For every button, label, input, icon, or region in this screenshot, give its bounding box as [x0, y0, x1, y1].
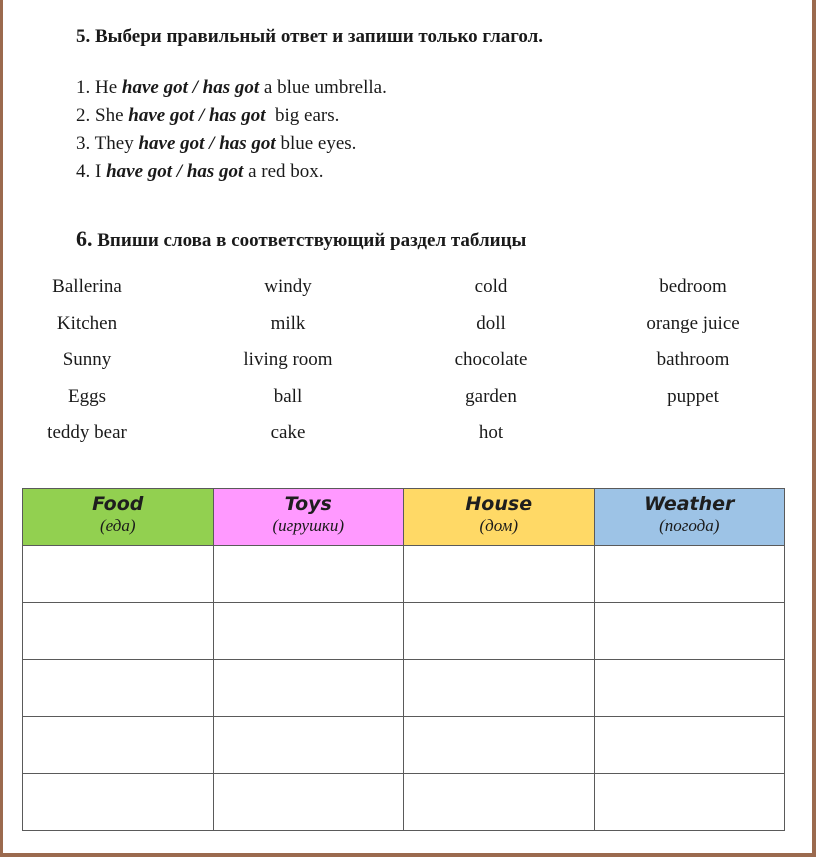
- sentence-text: 3. They: [76, 133, 139, 154]
- word-bank-row: [0, 349, 816, 386]
- sentence-4: [76, 158, 387, 186]
- answer-cell[interactable]: [213, 546, 404, 603]
- sentence-1: [76, 74, 387, 102]
- word-item: cold: [474, 276, 508, 297]
- answer-cell[interactable]: [23, 660, 214, 717]
- page-border-bottom: [0, 853, 816, 857]
- word-item: doll: [476, 312, 506, 334]
- column-title: Food: [92, 493, 144, 515]
- task6-heading-text: Впиши слова в соответствующий раздел таблицы: [97, 230, 527, 251]
- word-item: hot: [478, 422, 504, 443]
- categories-table: [22, 488, 785, 831]
- column-title: House: [465, 493, 533, 515]
- word-item: Sunny: [62, 349, 112, 370]
- word-item: living room: [243, 349, 333, 370]
- column-header-3: [594, 489, 785, 546]
- answer-options: have got / has got: [121, 77, 260, 98]
- table-body: [23, 546, 785, 831]
- task5-sentences: [76, 74, 387, 186]
- answer-cell[interactable]: [213, 603, 404, 660]
- column-header-2: [404, 489, 595, 546]
- word-bank-row: [0, 313, 816, 350]
- task6-heading: [76, 226, 526, 252]
- table-header-row: [23, 489, 785, 546]
- answer-cell[interactable]: [404, 546, 595, 603]
- answer-cell[interactable]: [404, 717, 595, 774]
- sentence-text: a blue umbrella.: [259, 77, 387, 98]
- table-row: [23, 660, 785, 717]
- word-bank: [0, 276, 816, 459]
- word-item: Ballerina: [52, 276, 122, 297]
- word-item: milk: [270, 312, 306, 334]
- table-row: [23, 603, 785, 660]
- sentence-text: 1. He: [76, 77, 122, 98]
- word-item: bathroom: [656, 349, 730, 370]
- word-item: garden: [465, 385, 517, 407]
- answer-cell[interactable]: [594, 546, 785, 603]
- answer-cell[interactable]: [404, 774, 595, 831]
- answer-options: have got / has got: [106, 161, 244, 182]
- answer-cell[interactable]: [213, 660, 404, 717]
- sentence-2: [76, 102, 387, 130]
- table-row: [23, 717, 785, 774]
- column-translation: (дом): [479, 516, 519, 535]
- answer-cell[interactable]: [23, 603, 214, 660]
- sentence-text: 4. I: [76, 161, 107, 182]
- sentence-text: 2. She: [76, 105, 129, 126]
- column-translation: (погода): [659, 516, 720, 535]
- table-row: [23, 546, 785, 603]
- answer-cell[interactable]: [213, 774, 404, 831]
- column-header-1: [213, 489, 404, 546]
- answer-options: have got / has got: [128, 105, 266, 126]
- sentence-text: big ears.: [265, 105, 340, 126]
- answer-options: have got / has got: [138, 133, 276, 154]
- task5-heading: 5. Выбери правильный ответ и запиши только глагол.: [76, 26, 544, 47]
- column-header-0: [23, 489, 214, 546]
- answer-cell[interactable]: [23, 546, 214, 603]
- word-item: windy: [264, 276, 312, 297]
- answer-cell[interactable]: [404, 660, 595, 717]
- answer-cell[interactable]: [594, 717, 785, 774]
- answer-cell[interactable]: [594, 660, 785, 717]
- word-item: bedroom: [659, 276, 727, 297]
- sentence-3: [76, 130, 387, 158]
- answer-cell[interactable]: [213, 717, 404, 774]
- word-item: Eggs: [68, 385, 106, 407]
- word-item: orange juice: [646, 312, 740, 334]
- word-item: teddy bear: [47, 422, 127, 443]
- word-bank-row: [0, 422, 816, 459]
- word-item: cake: [270, 422, 306, 443]
- answer-cell[interactable]: [23, 774, 214, 831]
- table-row: [23, 774, 785, 831]
- column-translation: (игрушки): [272, 516, 345, 535]
- word-item: ball: [273, 385, 303, 407]
- sentence-text: a red box.: [243, 161, 324, 182]
- answer-cell[interactable]: [404, 603, 595, 660]
- column-translation: (еда): [99, 516, 136, 535]
- word-item: chocolate: [454, 349, 528, 370]
- answer-cell[interactable]: [594, 603, 785, 660]
- word-bank-row: [0, 386, 816, 423]
- word-bank-row: [0, 276, 816, 313]
- answer-cell[interactable]: [23, 717, 214, 774]
- word-item: Kitchen: [56, 312, 118, 334]
- sentence-text: blue eyes.: [275, 133, 357, 154]
- word-item: puppet: [667, 385, 719, 407]
- answer-cell[interactable]: [594, 774, 785, 831]
- task-number: 6.: [76, 226, 93, 251]
- column-title: Toys: [284, 493, 332, 515]
- column-title: Weather: [644, 493, 735, 515]
